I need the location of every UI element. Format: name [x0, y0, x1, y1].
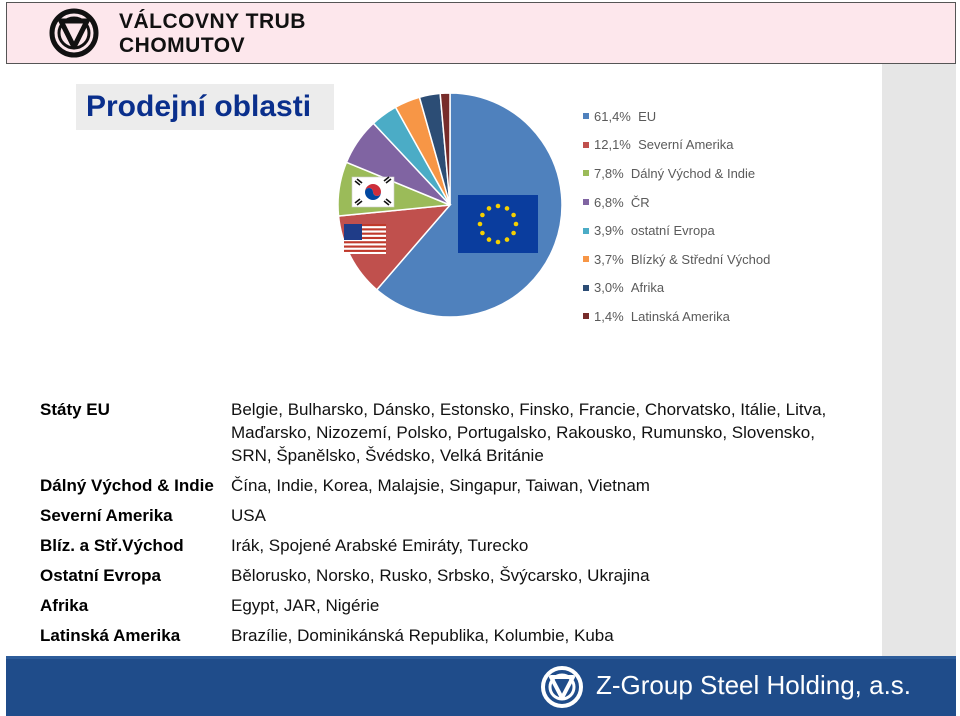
region-countries: Bělorusko, Norsko, Rusko, Srbsko, Švýcarsko, Ukrajina — [231, 566, 650, 585]
legend-label: 3,7% Blízký & Střední Východ — [594, 251, 771, 267]
region-name: Severní Amerika — [40, 506, 173, 525]
logo-line-1: VÁLCOVNY TRUB — [119, 10, 306, 33]
legend-swatch — [583, 256, 589, 262]
legend-label: 3,0% Afrika — [594, 280, 665, 296]
right-decorative-strip — [882, 64, 956, 656]
logo-text — [119, 10, 319, 58]
legend-swatch — [583, 313, 589, 319]
legend-item — [583, 131, 863, 160]
legend-item — [583, 188, 863, 217]
legend-label: 12,1% Severní Amerika — [594, 137, 734, 153]
legend-swatch — [583, 170, 589, 176]
legend-item — [583, 102, 863, 131]
legend-label: 3,9% ostatní Evropa — [594, 223, 715, 239]
legend-swatch — [583, 199, 589, 205]
region-countries: USA — [231, 506, 266, 525]
footer-band — [6, 656, 956, 716]
z-group-logo-icon — [540, 665, 584, 709]
region-row — [40, 594, 880, 617]
region-row — [40, 564, 880, 587]
legend-item — [583, 302, 863, 331]
region-row — [40, 504, 880, 527]
region-name: Blíz. a Stř.Východ — [40, 536, 184, 555]
region-name: Dálný Východ & Indie — [40, 476, 214, 495]
legend-label: 1,4% Latinská Amerika — [594, 308, 730, 324]
footer-divider — [6, 656, 956, 659]
legend-item — [583, 216, 863, 245]
title-box — [76, 84, 334, 130]
legend-item — [583, 245, 863, 274]
chart-legend — [583, 102, 863, 331]
logo-line-2: CHOMUTOV — [119, 34, 246, 57]
region-row — [40, 624, 880, 647]
us-flag-icon — [344, 224, 386, 254]
vtc-emblem-icon — [47, 7, 101, 59]
legend-label: 61,4% EU — [594, 108, 657, 124]
region-countries: Irák, Spojené Arabské Emiráty, Turecko — [231, 536, 529, 555]
region-countries: Brazílie, Dominikánská Republika, Kolumbie, Kuba — [231, 626, 614, 645]
page-title: Prodejní oblasti — [86, 90, 312, 123]
region-row — [40, 474, 880, 497]
region-name: Afrika — [40, 596, 89, 615]
legend-swatch — [583, 228, 589, 234]
region-countries: Čína, Indie, Korea, Malajsie, Singapur, Taiwan, Vietnam — [231, 476, 650, 495]
region-name: Státy EU — [40, 400, 110, 419]
eu-flag-icon — [458, 195, 538, 253]
legend-item — [583, 159, 863, 188]
pie-chart — [330, 90, 570, 330]
region-row — [40, 398, 880, 467]
legend-swatch — [583, 142, 589, 148]
region-name: Ostatní Evropa — [40, 566, 161, 585]
region-name: Latinská Amerika — [40, 626, 181, 645]
legend-label: 6,8% ČR — [594, 194, 650, 210]
region-row — [40, 534, 880, 557]
header-band — [6, 2, 956, 64]
region-countries: Egypt, JAR, Nigérie — [231, 596, 380, 615]
legend-label: 7,8% Dálný Východ & Indie — [594, 165, 756, 181]
legend-swatch — [583, 285, 589, 291]
korea-flag-icon — [352, 177, 394, 207]
region-countries: Belgie, Bulharsko, Dánsko, Estonsko, Finsko, Francie, Chorvatsko, Itálie, Litva, Maďarsko, Nizozemí, Polsko, Portugalsko, Rakousko, Rumunsko, Slovensko, SRN, Španělsko, Švédsko, Velká Británie — [231, 400, 827, 465]
regions-list — [40, 398, 880, 647]
footer-company-name: Z-Group Steel Holding, a.s. — [596, 670, 912, 700]
company-logo — [47, 7, 307, 59]
legend-item — [583, 274, 863, 303]
legend-swatch — [583, 113, 589, 119]
